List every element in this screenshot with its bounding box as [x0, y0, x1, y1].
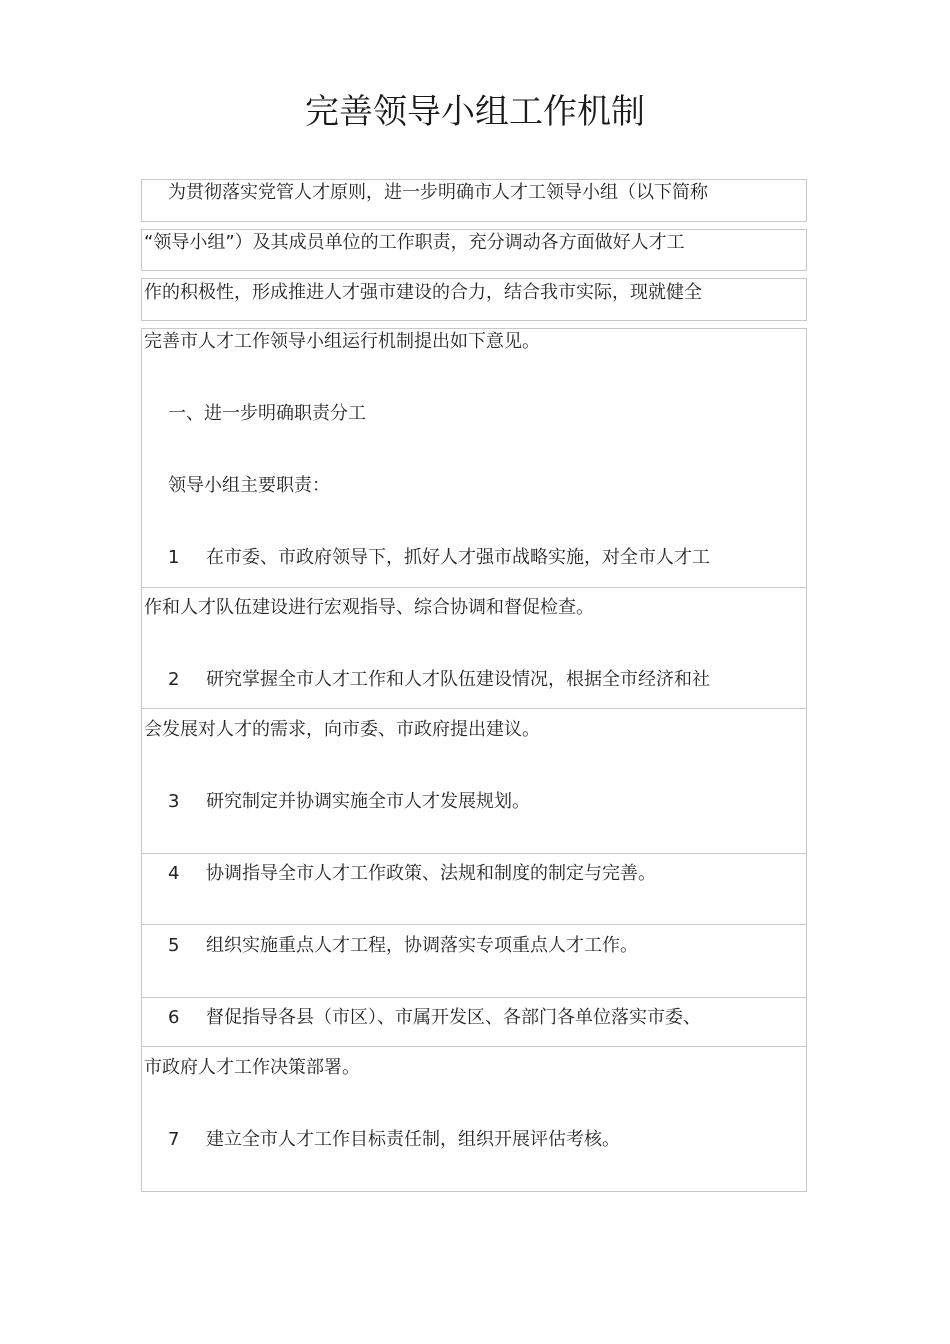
item-text: 建立全市人才工作目标责任制，组织开展评估考核。: [206, 1129, 620, 1150]
item-number: 3: [168, 791, 180, 812]
item-text: 组织实施重点人才工程，协调落实专项重点人才工作。: [206, 935, 638, 956]
intro-line: 为贯彻落实党管人才原则，进一步明确市人才工领导小组（以下简称: [168, 182, 708, 203]
intro-line: 作的积极性，形成推进人才强市建设的合力，结合我市实际，现就健全: [144, 282, 702, 303]
item-number: 5: [168, 935, 180, 956]
item-text: 在市委、市政府领导下，抓好人才强市战略实施，对全市人才工: [206, 547, 710, 568]
document-title: 完善领导小组工作机制: [305, 92, 645, 132]
list-item: [144, 932, 828, 960]
item-number: 7: [168, 1129, 180, 1150]
item-number: 1: [168, 547, 180, 568]
list-item: [144, 666, 828, 694]
list-item: [144, 1004, 828, 1032]
item-number: 4: [168, 863, 180, 884]
list-item: [144, 860, 828, 888]
section-heading: 一、进一步明确职责分工: [168, 403, 366, 424]
item-text: 督促指导各县（市区）、市属开发区、各部门各单位落实市委、: [206, 1007, 701, 1028]
subheading: 领导小组主要职责：: [168, 475, 330, 496]
item-text: 研究掌握全市人才工作和人才队伍建设情况，根据全市经济和社: [206, 669, 710, 690]
intro-line: 完善市人才工作领导小组运行机制提出如下意见。: [144, 331, 540, 352]
list-item: [144, 788, 828, 816]
item-text: 协调指导全市人才工作政策、法规和制度的制定与完善。: [206, 863, 656, 884]
item-continuation: 会发展对人才的需求，向市委、市政府提出建议。: [144, 719, 540, 740]
item-continuation: 作和人才队伍建设进行宏观指导、综合协调和督促检查。: [144, 597, 594, 618]
list-item: [144, 1126, 828, 1154]
intro-line: “领导小组”）及其成员单位的工作职责，充分调动各方面做好人才工: [144, 232, 685, 253]
item-continuation: 市政府人才工作决策部署。: [144, 1057, 360, 1078]
list-item: [144, 544, 828, 572]
item-number: 6: [168, 1007, 180, 1028]
item-number: 2: [168, 669, 180, 690]
item-text: 研究制定并协调实施全市人才发展规划。: [206, 791, 530, 812]
